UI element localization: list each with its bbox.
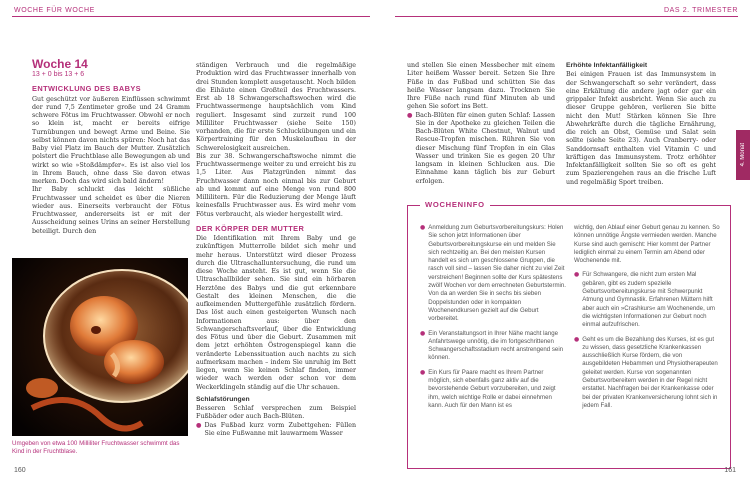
info-text: Geht es um die Bezahlung des Kurses, ist es gut zu wissen, dass gesetzliche Krankenkassen ausschließlich Kurse fördern, die von ausgebildeten Hebammen und Physiotherapeuten geleitet werden. Kurse von sogenannten Geburtsvorbereitern werden in der Regel nicht erstattet. Nachfragen bei der Krankenkasse oder bei der privaten Krankenversicherung lohnt sich in jedem Fall. <box>582 335 718 409</box>
fetus-image <box>12 258 188 436</box>
column-2 <box>196 62 356 438</box>
bullet-text: Bach-Blüten für einen guten Schlaf: Lassen Sie in der Apotheke zu gleichen Teilen die Bach-Blüten White Chestnut, Walnut und Rescue-Tropfen mischen. Rühren Sie von dieser Mischung fünf Tropfen in ein Glas Wasser und trinken Sie es gegen 20 Uhr langsam in kleinen Schlucken aus. Die Einnahme kann täglich bis zur Geburt erfolgen. <box>415 111 555 185</box>
bullet-circle-icon: ● <box>574 335 580 343</box>
info-text: Ein Veranstaltungsort in Ihrer Nähe macht lange Anfahrtswege unnötig, die im fortgeschrittenen Schwangerschaftsstadium recht anstrengend sein können. <box>428 329 564 362</box>
right-header <box>395 0 738 17</box>
subheading-infection: Erhöhte Infektanfälligkeit <box>566 62 648 69</box>
bullet-circle-icon: ● <box>420 368 426 376</box>
week-range: 13 + 0 bis 13 + 6 <box>32 71 85 78</box>
month-tab-label: 4. Monat <box>740 143 746 167</box>
page-number-right: 161 <box>724 467 736 474</box>
paragraph: Die Identifikation mit Ihrem Baby und ge zukünftigen Mutterrolle bildet sich mehr und mehr heraus. Unterstützt wird dieser Prozess durch die Ultraschalluntersuchung, die rund um diese Woche ansteht. Es ist gut, wenn Sie die Ultraschallbilder sehen. Sie sind ein hörbaren Herztöne des Babys und die gut erkennbare Gestalt des kleinen Menschen, die die aufkeimenden Muttergefühle zusätzlich fördern. Das löst auch einen gesteigerten Wunsch nach Informationen aus: über den Schwangerschaftsverlauf, über die Entwicklung des Fötus und über die Geburt. Zusammen mit dem jetzt erhöhten Östrogenspiegel kann die veränderte Lebenssituation auch nachts zu sich aufmerksam machen – indem Sie unruhig im Bett liegen, wenn Sie keinen Schlaf finden, immer wieder wach werden oder schon vor dem Weckerklingeln ständig auf die Uhr schauen. <box>196 235 356 391</box>
paragraph: Ihr Baby schluckt das leicht süßliche Fruchtwasser und scheidet es über die Nieren wieder aus. Einerseits verbraucht der Fötus Fruchtwasser, andererseits ist er mit der Ausscheidung seines Urins an seiner Herstellung beteiligt. Durch den <box>32 186 190 235</box>
fetus-photo <box>12 258 188 436</box>
paragraph: und stellen Sie einen Messbecher mit einem Liter heißem Wasser bereit. Setzen Sie Ihre Füße in das Fußbad und schütten Sie das heiße Wasser langsam dazu. Trocknen Sie Ihre Füße nach rund fünf Minuten ab und gehen Sie sofort ins Bett. <box>407 62 555 111</box>
info-item <box>574 336 720 411</box>
section-heading-mother: DER KÖRPER DER MUTTER <box>196 223 305 233</box>
paragraph: Bei einigen Frauen ist das Immunsystem in der Schwangerschaft so sehr verändert, dass eine Erkältung die andere jagt oder gar ein grippaler Infekt ausbricht. Wenn Sie auch zu dieser Gruppe gehören, verlieren Sie bitte nicht den Mut! Stärken können Sie Ihre Abwehrkräfte durch die tägliche Ernährung, die reich an Obst, Gemüse und Salat sein sollte (siehe Seite 23). Auch Cranberry- oder Sanddornsaft enthalten viel Vitamin C und kräftigen das Immunsystem. Trotz erhöhter Infektanfälligkeit sollten Sie so oft es geht zum Spazierengehen raus an die frische Luft und regelmäßig Sport treiben. <box>566 71 716 186</box>
month-tab <box>736 130 750 180</box>
paragraph: Gut geschützt vor äußeren Einflüssen schwimmt der rund 7,5 Zentimeter große und 24 Gramm schwere Fötus im Fruchtwasser. Obwohl er noch so klein ist, macht er bereits eifrige Turnübungen und bewegt Arme und Beine. Sie selbst können davon nichts spüren: Noch hat das Baby viel Platz im Bauch der Mutter. Zusätzlich polstert die Fruchtblase alle Bewegungen ab und wirkt so wie »Stoßdämpfer«. Es ist also viel los in Ihrem Bauch, ohne dass Sie davon etwas merken. Doch das wird sich bald ändern! <box>32 95 190 185</box>
box-column-right <box>574 224 720 416</box>
info-text: Ein Kurs für Paare macht es Ihrem Partner möglich, sich ebenfalls ganz aktiv auf die bevorstehende Geburt vorzubereiten, und zeigt ihm, welch wichtige Rolle er dabei einnehmen kann. Auch für den Mann ist es <box>428 368 556 409</box>
bullet-circle-icon: ● <box>420 224 426 231</box>
running-head-left: WOCHE FÜR WOCHE <box>14 7 95 14</box>
paragraph: Besseren Schlaf versprechen zum Beispiel Fußbäder oder auch Bach-Blüten. <box>196 405 356 421</box>
section-heading-baby: ENTWICKLUNG DES BABYS <box>32 84 141 94</box>
running-head-right: DAS 2. TRIMESTER <box>663 7 738 14</box>
box-column-left <box>420 224 566 416</box>
column-4 <box>566 62 716 187</box>
info-item <box>420 224 566 324</box>
info-text: wichtig, den Ablauf einer Geburt genau zu kennen. So können unnötige Ängste vermieden werden. Manche Kurse sind auch gemischt: Hier kommt der Partner lediglich einmal zu einem Termin am Abend oder Wochenende mit. <box>574 224 720 265</box>
bullet-circle-icon: ● <box>407 111 413 119</box>
subheading-sleep: Schlafstörungen <box>196 395 250 403</box>
info-item <box>420 369 566 410</box>
photo-caption: Umgeben von etwa 100 Milliliter Fruchtwasser schwimmt das Kind in der Fruchtblase. <box>12 440 180 455</box>
bullet-item <box>196 422 356 439</box>
info-text: Für Schwangere, die nicht zum ersten Mal gebären, gibt es zudem spezielle Geburtsvorbereitungskurse mit Schwerpunkt Atmung und Gymnastik. Erfahrenen Müttern hilft aber auch ein »Crashkurs« am Wochenende, um die wichtigsten Informationen zur Geburt noch einmal aufzufrischen. <box>582 271 715 329</box>
info-text: Anmeldung zum Geburtsvorbereitungskurs: Holen Sie schon jetzt Informationen über Geburtsvorbereitungskurse ein und melden Sie sich rechtzeitig an. Bei den meisten Kursen handelt es sich um geschlossene Gruppen, die rasch voll sind – lassen Sie daher nicht zu viel Zeit verstreichen! Beginnen sollte der Kurs spätestens zwölf Wochen vor dem errechneten Geburtstermin. Von da an werden Sie in sechs bis sieben Doppelstunden oder in kompakten Wochenendkursen gezielt auf die Geburt vorbereitet. <box>428 224 566 323</box>
bullet-circle-icon: ● <box>574 271 580 279</box>
info-item <box>420 330 566 363</box>
column-3 <box>407 62 555 186</box>
left-header <box>12 0 370 17</box>
week-title: Woche 14 <box>32 57 88 71</box>
paragraph: ständigen Verbrauch und die regelmäßige Produktion wird das Fruchtwasser innerhalb von drei Stunden komplett ausgetauscht. Noch bilden die Eihäute einen Großteil des Fruchtwassers. Erst ab 18 Schwangerschaftswochen wird die Fruchtwassermenge hauptsächlich vom Kind reguliert. Insgesamt sind zurzeit rund 100 Milliliter Fruchtwasser (siehe Seite 150) vorhanden, die für erste Schluckübungen und ein Körpertraining für den Muskelaufbau in der Schwerelosigkeit ausreichen. <box>196 62 356 152</box>
bullet-text: Das Fußbad kurz vorm Zubettgehen: Füllen Sie eine Fußwanne mit lauwarmem Wasser <box>204 421 356 437</box>
box-title: WOCHENINFO <box>420 200 490 209</box>
page-number-left: 160 <box>14 467 26 474</box>
bullet-circle-icon: ● <box>196 421 202 429</box>
bullet-item <box>407 112 555 186</box>
bullet-circle-icon: ● <box>420 329 426 337</box>
paragraph: Bis zur 38. Schwangerschaftswoche nimmt die Fruchtwassermenge weiter zu und erreicht bis zu 1,5 Liter. Aus Platzgründen nimmt das Fruchtwasser dann noch einmal bis zur Geburt ab und kommt auf eine Menge von rund 800 Millilitern. Für die Reduzierung der Menge läuft keinesfalls Fruchtwasser aus. Es wird mehr vom Fötus verbraucht, als wieder hergestellt wird. <box>196 152 356 218</box>
wocheninfo-box <box>407 200 731 469</box>
info-item <box>574 271 720 329</box>
column-1 <box>32 58 190 236</box>
